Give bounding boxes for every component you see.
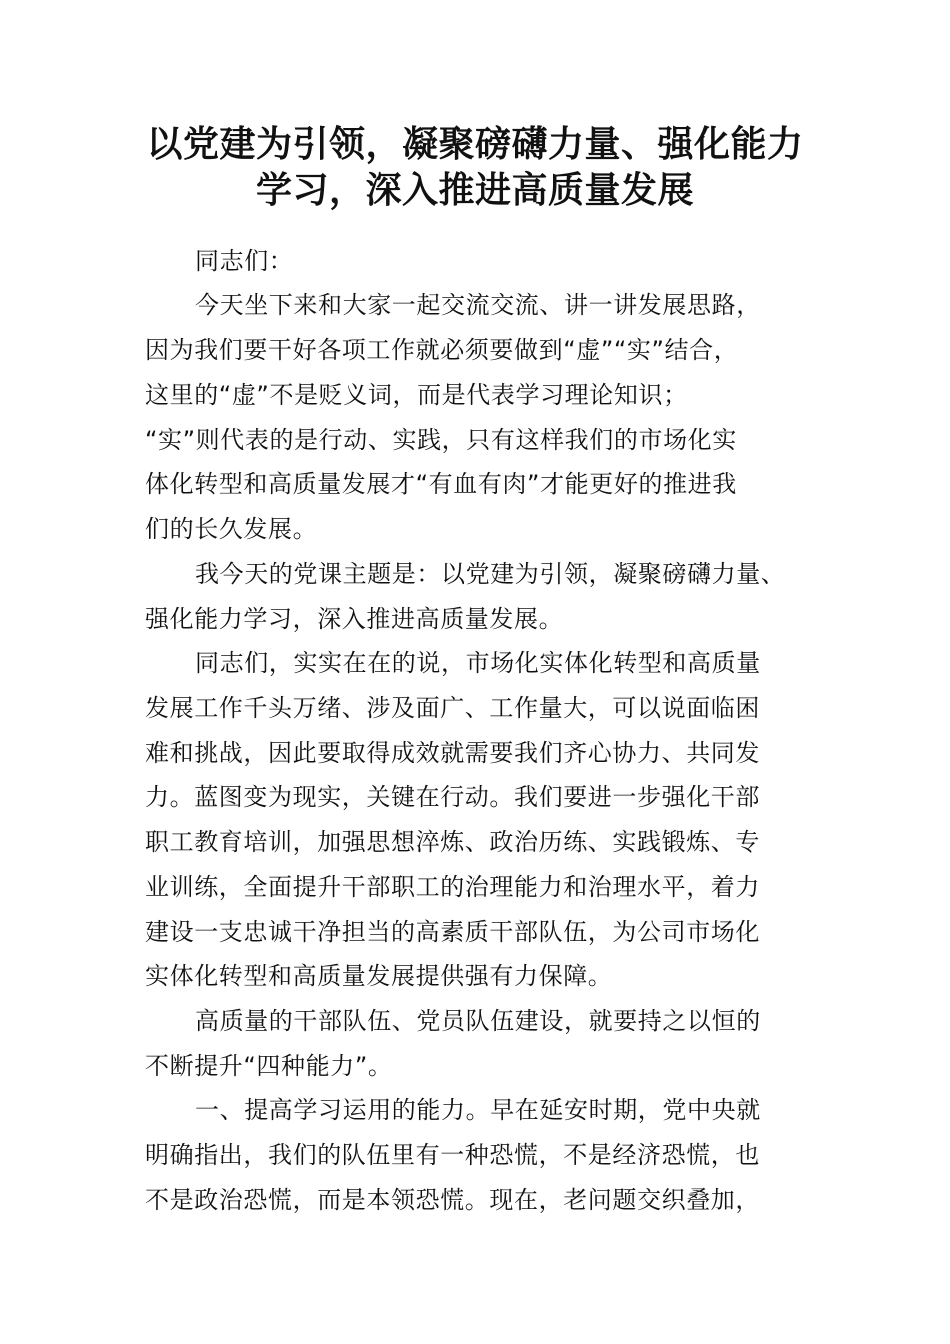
paragraph-1-line-1: 今天坐下来和大家一起交流交流、讲一讲发展思路，	[195, 291, 761, 319]
paragraph-1-line-2: 因为我们要干好各项工作就必须要做到“虚”“实”结合，	[145, 336, 739, 364]
document-title	[120, 122, 830, 214]
paragraph-1-line-6: 们的长久发展。	[145, 515, 318, 543]
paragraph-2-line-2: 强化能力学习，深入推进高质量发展。	[145, 605, 564, 633]
title-line-1: 以党建为引领，凝聚磅礴力量、强化能力	[146, 124, 804, 165]
title-line-2: 学习，深入推进高质量发展	[255, 170, 694, 211]
paragraph-4-line-1: 高质量的干部队伍、党员队伍建设，就要持之以恒的	[195, 1007, 761, 1035]
paragraph-1-line-3: 这里的“虚”不是贬义词，而是代表学习理论知识；	[145, 381, 688, 409]
paragraph-5-line-3: 不是政治恐慌，而是本领恐慌。现在，老问题交织叠加，	[145, 1186, 760, 1214]
paragraph-1-line-4: “实”则代表的是行动、实践，只有这样我们的市场化实	[145, 426, 737, 454]
paragraph-3-line-2: 发展工作千头万绪、涉及面广、工作量大，可以说面临困	[145, 694, 760, 722]
paragraph-1-line-5: 体化转型和高质量发展才“有血有肉”才能更好的推进我	[145, 470, 737, 498]
paragraph-5-line-2: 明确指出，我们的队伍里有一种恐慌，不是经济恐慌，也	[145, 1141, 760, 1169]
paragraph-3-line-3: 难和挑战，因此要取得成效就需要我们齐心协力、共同发	[145, 739, 760, 767]
paragraph-3-line-5: 职工教育培训，加强思想淬炼、政治历练、实践锻炼、专	[145, 828, 760, 856]
paragraph-3-line-6: 业训练，全面提升干部职工的治理能力和治理水平，着力	[145, 873, 760, 901]
paragraph-5-line-1: 一、提高学习运用的能力。早在延安时期，党中央就	[195, 1096, 761, 1124]
paragraph-3-line-8: 实体化转型和高质量发展提供强有力保障。	[145, 962, 613, 990]
paragraph-2-line-1: 我今天的党课主题是：以党建为引领，凝聚磅礴力量、	[195, 560, 786, 588]
salutation: 同志们：	[195, 247, 294, 275]
paragraph-4-line-2: 不断提升“四种能力”。	[145, 1052, 393, 1080]
paragraph-3-line-1: 同志们，实实在在的说，市场化实体化转型和高质量	[195, 649, 761, 677]
paragraph-3-line-4: 力。蓝图变为现实，关键在行动。我们要进一步强化干部	[145, 783, 760, 811]
paragraph-3-line-7: 建设一支忠诚干净担当的高素质干部队伍，为公司市场化	[145, 918, 760, 946]
